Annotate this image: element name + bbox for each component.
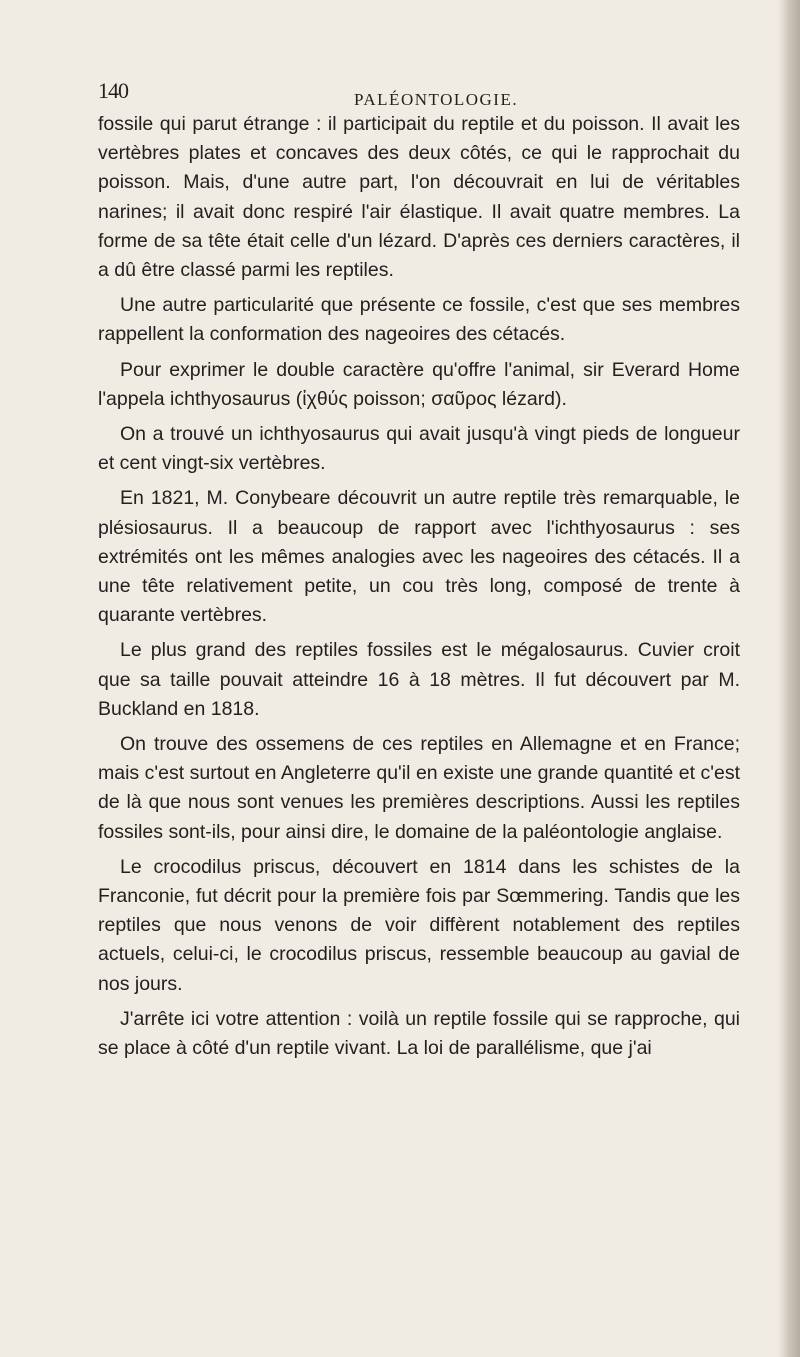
body-text	[98, 110, 740, 1069]
paragraph-1: fossile qui parut étrange : il participait du reptile et du poisson. Il avait les vertèbres plates et concaves des deux côtés, ce qui le rapprochait du poisson. Mais, d'une autre part, l'on découvrait en lui de véritables narines; il avait donc respiré l'air élastique. Il avait quatre membres. La forme de sa tête était celle d'un lézard. D'après ces derniers caractères, il a dû être classé parmi les reptiles.	[98, 113, 740, 282]
paragraph-5: En 1821, M. Conybeare découvrit un autre reptile très remarquable, le plésiosaurus. Il a beaucoup de rapport avec l'ichthyosaurus : ses extrémités ont les mêmes analogies avec les nageoires des cétacés. Il a une tête relativement petite, un cou très long, composé de trente à quarante vertèbres.	[98, 487, 740, 627]
paragraph-3: Pour exprimer le double caractère qu'offre l'animal, sir Everard Home l'appela ichthyosaurus (ἰχθύς poisson; σαῦρος lézard).	[98, 358, 740, 410]
paragraph-7: On trouve des ossemens de ces reptiles en Allemagne et en France; mais c'est surtout en Angleterre qu'il en existe une grande quantité et c'est de là que nous sont venues les premières descriptions. Aussi les reptiles fossiles sont-ils, pour ainsi dire, le domaine de la paléontologie anglaise.	[98, 733, 740, 843]
paragraph-9: J'arrête ici votre attention : voilà un reptile fossile qui se rapproche, qui se place à côté d'un reptile vivant. La loi de parallélisme, que j'ai	[98, 1007, 740, 1060]
paragraph-8: Le crocodilus priscus, découvert en 1814 dans les schistes de la Franconie, fut décrit pour la première fois par Sœmmering. Tandis que les reptiles que nous venons de voir diffèrent notablement des reptiles actuels, celui-ci, le crocodilus priscus, ressemble beaucoup au gavial de nos jours.	[98, 855, 740, 995]
paragraph-4: On a trouvé un ichthyosaurus qui avait jusqu'à vingt pieds de longueur et cent vingt-six vertèbres.	[98, 423, 740, 475]
paragraph-6: Le plus grand des reptiles fossiles est le mégalosaurus. Cuvier croit que sa taille pouvait atteindre 16 à 18 mètres. Il fut découvert par M. Buckland en 1818.	[98, 639, 740, 720]
paragraph-2: Une autre particularité que présente ce fossile, c'est que ses membres rappellent la conformation des nageoires des cétacés.	[98, 294, 740, 346]
page-number: 140	[98, 78, 128, 103]
running-head: PALÉONTOLOGIE.	[354, 90, 519, 109]
page-edge-shadow	[778, 0, 800, 1357]
